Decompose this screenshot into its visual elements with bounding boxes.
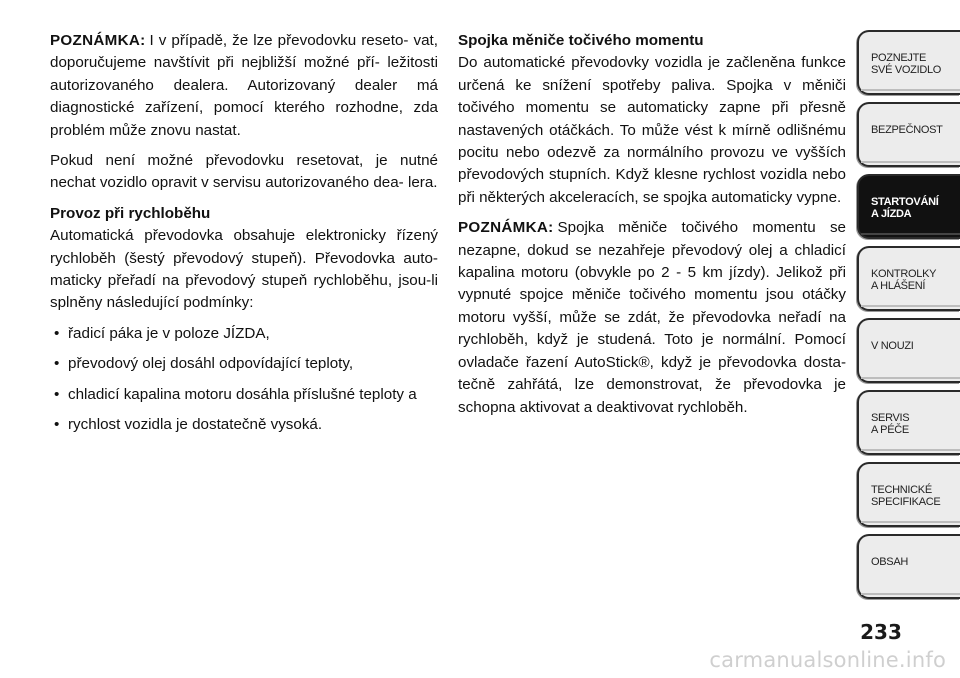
tab-label: SPECIFIKACE [871,496,941,508]
note-paragraph [458,217,846,419]
tab-emergency[interactable] [857,318,960,383]
torque-converter-heading: Spojka měniče točivého momentu [458,32,704,49]
watermark: carmanualsonline.info [709,648,946,672]
list-item: • rychlost vozidla je dostatečně vysoká. [50,414,438,436]
page-number: 233 [860,620,902,644]
list-item: • řadicí páka je v poloze JÍZDA, [50,323,438,345]
list-item: • převodový olej dosáhl odpovídající teploty, [50,353,438,375]
tab-label: BEZPEČNOST [871,124,943,136]
conditions-list [50,323,438,437]
tab-label: A HLÁŠENÍ [871,280,926,292]
tab-warning-lights[interactable] [857,246,960,311]
tab-specifications[interactable] [857,462,960,527]
tab-label: TECHNICKÉ [871,484,932,496]
right-column [458,30,846,427]
torque-converter-paragraph: Do automatické převodovky vozidla je začleněna funkce určená ke snížení spotřeby paliva. Spojka v měniči točivého momentu se automaticky zapne při přesně nastavených otáčkách. To může vést k mírně odlišnému pocitu nebo odezvě za normálního provozu ve vyšších převodových stupních. Když klesne rychlost vozidla nebo při některých akceleracích, se spojka automaticky vypne. [458,54,846,206]
note-text: I v případě, že lze převodovku reseto- vat, doporučujeme navštívit při nejbližší možné pří- ležitosti autorizovaného dealera. Autorizovaný dealer má diagnostické zařízení, pomocí kterého rozhodne, zda problém může znovu nastat. [50,32,438,139]
note-text: Spojka měniče točivého momentu se nezapne, dokud se nezahřeje převodový olej a chladicí kapalina motoru (obvykle po 2 - 5 km jízdy). Jelikož při vypnuté spojce měniče točivého momentu jsou otáčky motoru vyšší, může se zdát, že převodovka neřadí na rychloběh, když je studená. Toto je normální. Pomocí ovladače řazení AutoStick®, když je převodovka dosta- tečně zahřátá, lze demonstrovat, že převodovka je schopna aktivovat a deaktivovat rychloběh. [458,219,846,416]
list-item: • chladicí kapalina motoru dosáhla příslušné teploty a [50,384,438,406]
tab-safety[interactable] [857,102,960,167]
left-column [50,30,438,445]
tab-label: SVÉ VOZIDLO [871,64,942,76]
tab-label: STARTOVÁNÍ [871,196,939,208]
tab-label: A JÍZDA [871,208,912,220]
tab-contents[interactable] [857,534,960,599]
tab-service[interactable] [857,390,960,455]
reset-paragraph: Pokud není možné převodovku resetovat, je nutné nechat vozidlo opravit v servisu autorizovaného dea- lera. [50,152,438,192]
tab-label: A PÉČE [871,424,909,436]
tab-label: KONTROLKY [871,268,937,280]
overdrive-heading: Provoz při rychloběhu [50,204,211,222]
tab-starting-and-operating[interactable] [857,174,960,239]
tab-label: SERVIS [871,412,910,424]
note-label: POZNÁMKA: [50,32,146,49]
chapter-tabs [857,30,960,606]
note-paragraph [50,30,438,142]
note-label: POZNÁMKA: [458,219,554,237]
tab-label: OBSAH [871,556,909,568]
tab-label: POZNEJTE [871,52,927,64]
tab-know-your-vehicle[interactable] [857,30,960,95]
overdrive-paragraph: Automatická převodovka obsahuje elektronicky řízený rychloběh (šestý převodový stupeň). Převodovka auto- maticky přeřadí na převodový stupeň rychloběhu, jsou-li splněny následující podmínky: [50,227,438,312]
tab-label: V NOUZI [871,340,914,352]
